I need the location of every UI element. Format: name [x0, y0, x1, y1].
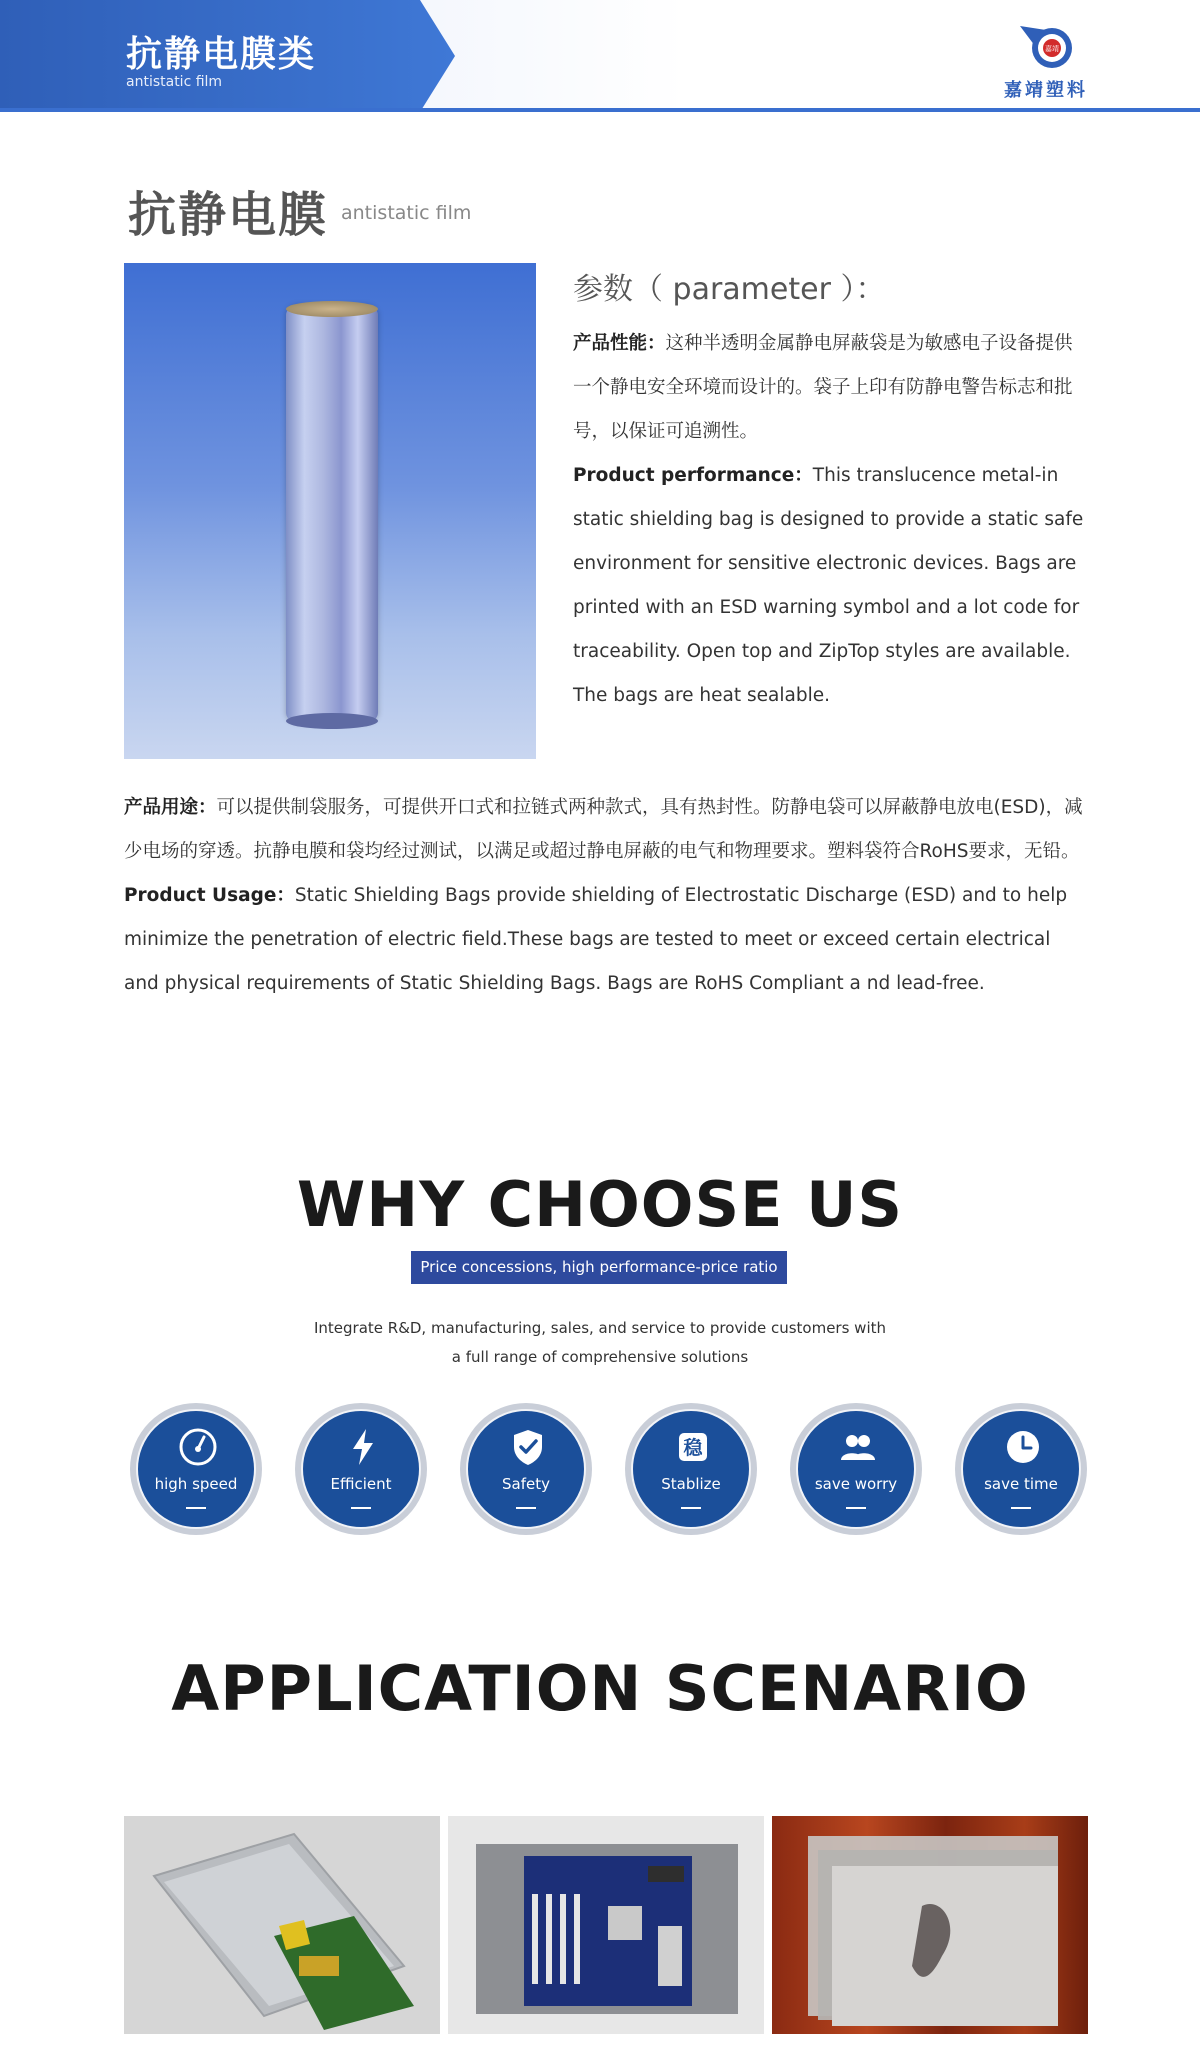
feature-list [130, 1403, 1090, 1535]
film-roll-core [286, 301, 378, 317]
feature-dash [846, 1507, 866, 1509]
feature-safety[interactable] [460, 1403, 592, 1535]
feature-dash [351, 1507, 371, 1509]
feature-dash [516, 1507, 536, 1509]
application-scenario-title: APPLICATION SCENARIO [171, 1652, 1029, 1725]
parameter-heading: 参数（ parameter ）： [573, 272, 886, 307]
performance-en-text: This translucence metal-in static shielding bag is designed to provide a static safe environment for sensitive electronic devices. Bags are printed with an ESD warning symbol and a lot code for traceability. Open top and ZipTop styles are available. The bags are heat sealable. [573, 465, 1084, 706]
header-subtitle: antistatic film [126, 74, 223, 90]
product-subtitle: antistatic film [341, 202, 472, 224]
performance-en-label: Product performance： [573, 465, 813, 486]
logo-mark-icon [1016, 20, 1076, 72]
usage-cn-text: 可以提供制袋服务，可提供开口式和拉链式两种款式，具有热封性。防静电袋可以屏蔽静电放电(ESD)，减少电场的穿透。抗静电膜和袋均经过测试，以满足或超过静电屏蔽的电气和物理要求。塑料袋符合RoHS要求，无铅。 [124, 797, 1083, 862]
product-performance [573, 322, 1085, 718]
feature-label: Efficient [330, 1475, 392, 1493]
users-icon [838, 1427, 878, 1467]
header-title: 抗静电膜类 [126, 34, 317, 75]
feature-dash [1011, 1507, 1031, 1509]
shielding-bags-illustration [772, 1816, 1088, 2034]
application-image-motherboard [448, 1816, 764, 2034]
performance-cn-label: 产品性能： [573, 333, 666, 354]
feature-save-worry[interactable] [790, 1403, 922, 1535]
feature-label: Stablize [661, 1475, 721, 1493]
feature-label: save worry [814, 1475, 898, 1493]
why-desc-line1: Integrate R&D, manufacturing, sales, and service to provide customers with [313, 1319, 887, 1337]
application-image-bags-on-wood [772, 1816, 1088, 2034]
feature-high-speed[interactable] [130, 1403, 262, 1535]
clock-icon [1003, 1427, 1043, 1467]
why-description [300, 1314, 900, 1372]
why-choose-us-title: WHY CHOOSE US [296, 1168, 904, 1241]
feature-label: save time [984, 1475, 1058, 1493]
product-image [124, 263, 536, 759]
logo-badge-text: 嘉靖 [1045, 45, 1059, 53]
usage-cn-label: 产品用途： [124, 797, 217, 818]
product-title: 抗静电膜 [128, 187, 329, 243]
feature-label: high speed [154, 1475, 238, 1493]
shield-check-icon [508, 1427, 548, 1467]
usage-en-label: Product Usage： [124, 885, 295, 906]
film-roll-base [286, 713, 378, 729]
stable-badge-icon [673, 1427, 713, 1467]
esd-bag-illustration [124, 1816, 440, 2034]
application-image-esd-bag [124, 1816, 440, 2034]
feature-dash [186, 1507, 206, 1509]
why-desc-line2: a full range of comprehensive solutions [451, 1348, 749, 1366]
speedometer-icon [178, 1427, 218, 1467]
stable-badge-text: 稳 [683, 1437, 703, 1459]
company-logo[interactable] [996, 14, 1096, 104]
film-roll-body [286, 305, 378, 723]
why-badge: Price concessions, high performance-price ratio [411, 1251, 787, 1284]
header-divider [0, 108, 1200, 112]
feature-label: Safety [502, 1475, 550, 1493]
logo-text: 嘉靖塑料 [1004, 80, 1088, 101]
page-header [0, 0, 1200, 112]
motherboard-illustration [448, 1816, 764, 2034]
feature-efficient[interactable] [295, 1403, 427, 1535]
usage-en-text: Static Shielding Bags provide shielding of Electrostatic Discharge (ESD) and to help minimize the penetration of electric field.These bags are tested to meet or exceed certain electrical and physical requirements of Static Shielding Bags. Bags are RoHS Compliant a nd lead-free. [124, 885, 1068, 994]
performance-cn-text: 这种半透明金属静电屏蔽袋是为敏感电子设备提供一个静电安全环境而设计的。袋子上印有防静电警告标志和批号，以保证可追溯性。 [573, 333, 1073, 442]
feature-dash [681, 1507, 701, 1509]
feature-stablize[interactable] [625, 1403, 757, 1535]
product-usage [124, 786, 1084, 1006]
feature-save-time[interactable] [955, 1403, 1087, 1535]
lightning-icon [343, 1427, 383, 1467]
